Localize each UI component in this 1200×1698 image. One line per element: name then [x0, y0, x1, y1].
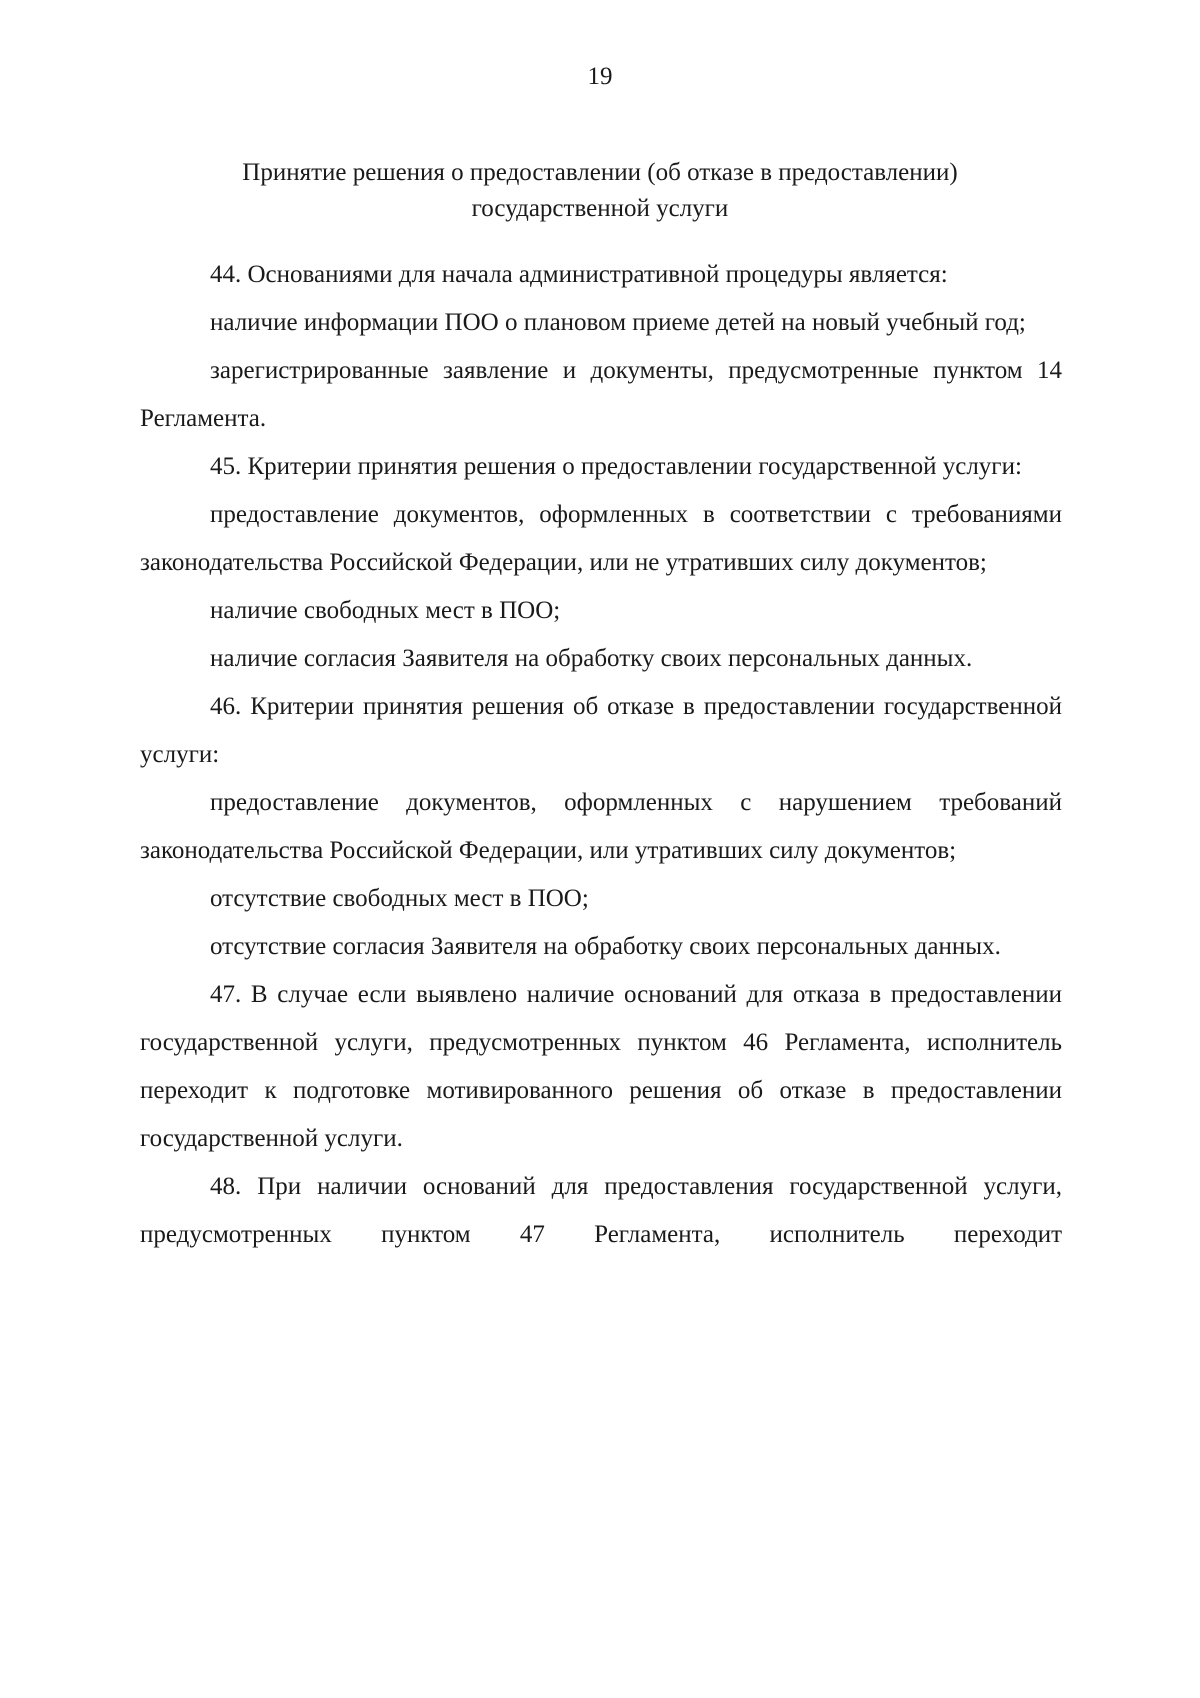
paragraph-44: 44. Основаниями для начала административной процедуры является: — [210, 261, 948, 288]
paragraph-44-item-2: зарегистрированные заявление и документы, предусмотренные пунктом 14 Регламента. — [140, 357, 1062, 432]
paragraph-46-item-3: отсутствие согласия Заявителя на обработку своих персональных данных. — [210, 933, 1001, 960]
paragraph-48: 48. При наличии оснований для предоставления государственной услуги, предусмотренных пунктом 47 Регламента, исполнитель переходит — [140, 1173, 1062, 1248]
paragraph-46-item-2: отсутствие свободных мест в ПОО; — [210, 885, 589, 912]
paragraph-46: 46. Критерии принятия решения об отказе в предоставлении государственной услуги: — [140, 693, 1062, 768]
paragraph-45-item-1: предоставление документов, оформленных в соответствии с требованиями законодательства Российской Федерации, или не утративших силу документов; — [140, 501, 1062, 576]
section-heading-line-2: государственной услуги — [471, 195, 729, 222]
paragraph-44-item-1: наличие информации ПОО о плановом приеме детей на новый учебный год; — [210, 309, 1026, 336]
paragraph-45: 45. Критерии принятия решения о предоставлении государственной услуги: — [210, 453, 1022, 480]
paragraph-46-item-1: предоставление документов, оформленных с нарушением требований законодательства Российской Федерации, или утративших силу документов; — [140, 789, 1062, 864]
section-heading-line-1: Принятие решения о предоставлении (об отказе в предоставлении) — [242, 159, 958, 186]
page-number: 19 — [587, 63, 613, 90]
paragraph-47: 47. В случае если выявлено наличие оснований для отказа в предоставлении государственной услуги, предусмотренных пунктом 46 Регламента, исполнитель переходит к подготовке мотивированного решения об отказе в предоставлении государственной услуги. — [140, 981, 1062, 1152]
paragraph-45-item-2: наличие свободных мест в ПОО; — [210, 597, 561, 624]
document-body — [140, 251, 1062, 1259]
section-heading — [140, 155, 1060, 227]
paragraph-45-item-3: наличие согласия Заявителя на обработку своих персональных данных. — [210, 645, 973, 672]
